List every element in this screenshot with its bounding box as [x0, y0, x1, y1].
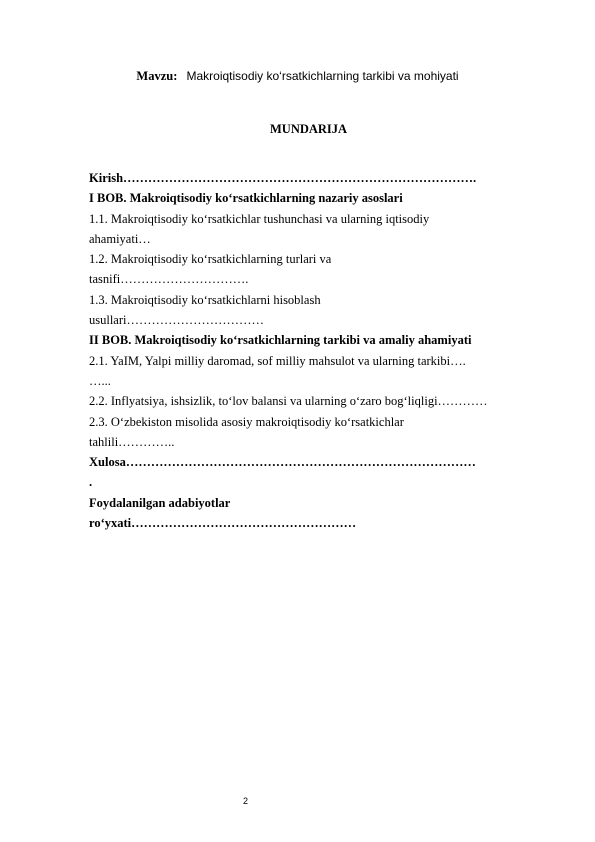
contents-heading: MUNDARIJA	[270, 122, 348, 136]
toc-line: …...	[89, 373, 111, 388]
toc-line: Xulosa…………………………………………………………………………	[89, 455, 476, 470]
topic-line	[0, 69, 595, 84]
toc-line: tahlili…………..	[89, 434, 175, 449]
toc-line: Kirish………………………………………………………………………….	[89, 171, 477, 185]
toc-line: usullari……………………………	[89, 313, 264, 328]
toc-line: Foydalanilgan adabiyotlar	[89, 495, 231, 510]
toc-line: 1.1. Makroiqtisodiy ko‘rsatkichlar tushunchasi va ularning iqtisodiy	[89, 211, 430, 226]
toc-line: 2.3. O‘zbekiston misolida asosiy makroiqtisodiy ko‘rsatkichlar	[89, 414, 404, 429]
toc-line: 2.2. Inflyatsiya, ishsizlik, to‘lov balansi va ularning o‘zaro bog‘liqligi…………	[89, 394, 488, 409]
topic-label: Mavzu:	[136, 69, 178, 83]
toc-line: ahamiyati…	[89, 231, 151, 246]
toc-line: 1.2. Makroiqtisodiy ko‘rsatkichlarning turlari va	[89, 252, 332, 267]
toc-line: II BOB. Makroiqtisodiy ko‘rsatkichlarning tarkibi va amaliy ahamiyati	[89, 333, 472, 348]
toc-line: I BOB. Makroiqtisodiy ko‘rsatkichlarning nazariy asoslari	[89, 191, 403, 206]
toc-line: ro‘yxati………………………………………………	[89, 516, 357, 531]
page-number: 2	[243, 796, 249, 806]
table-of-contents	[89, 168, 544, 533]
toc-line: 1.3. Makroiqtisodiy ko‘rsatkichlarni hisoblash	[89, 292, 321, 307]
toc-line: tasnifi………………………….	[89, 272, 249, 287]
topic-title: Makroiqtisodiy ko‘rsatkichlarning tarkibi va mohiyati	[186, 69, 459, 83]
toc-line: 2.1. YaIM, Yalpi milliy daromad, sof milliy mahsulot va ularning tarkibi….	[89, 353, 466, 368]
toc-line: .	[89, 475, 93, 490]
